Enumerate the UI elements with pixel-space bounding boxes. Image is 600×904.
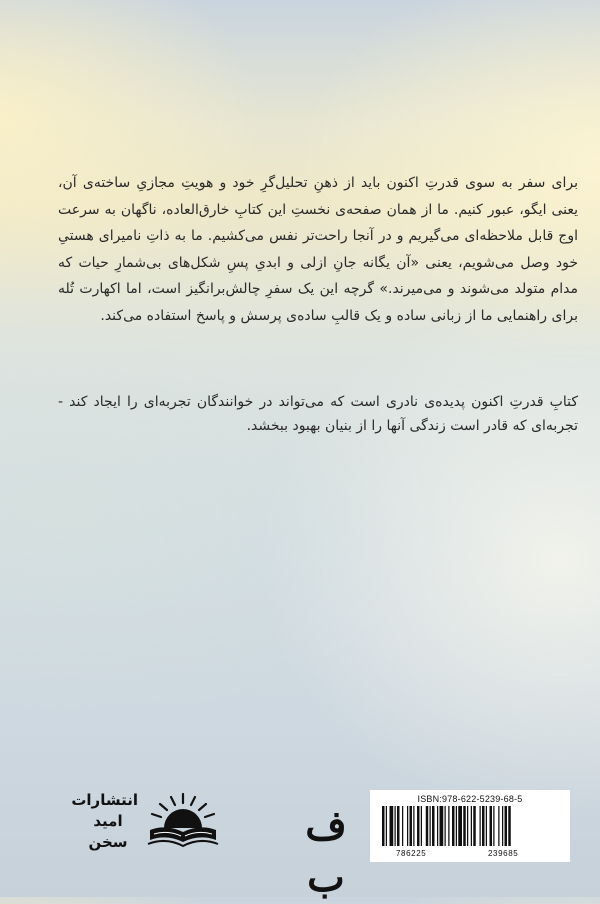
isbn-label: ISBN:978-622-5239-68-5 — [417, 794, 523, 804]
publisher-name-line-1: انتشارات — [71, 791, 138, 809]
publisher-name-line-3: سخن — [88, 833, 128, 851]
publisher-name — [71, 790, 138, 853]
blurb-paragraph-1: برای سفر به سوی قدرتِ اکنون باید از ذهنِ تحلیل‌گرِ خود و هویتِ مجازیِ ساخته‌ی آن، یعنی ایگو، عبور کنیم. ما از همان صفحه‌ی نخستِ این کتابِ خارق‌العاده، ناگهان به سرعت اوج قابل ملاحظه‌ای می‌گیریم و در آنجا راحت‌تر نفس می‌کشیم. ما به ذاتِ نامیرای هستیِ خود وصل می‌شویم، یعنی «آن یگانه جانِ ازلی و ابدیِ پسِ شکل‌های بی‌شمارِ حیات که مدام متولد می‌شوند و می‌میرند.» گرچه این یک سفرِ چالش‌برانگیز است، اما اکهارت تُله برای راهنمایی ما از زبانی ساده و یک قالبِ ساده‌ی پرسش و پاسخ استفاده می‌کند. — [58, 175, 578, 324]
barcode-digits-right: 239685 — [488, 849, 519, 858]
blurb-paragraph-2: کتابِ قدرتِ اکنون پدیده‌ی نادری است که می‌تواند در خوانندگان تجربه‌ای را ایجاد کند - تجربه‌ای که قادر است زندگی آنها را از بنیان بهبود ببخشد. — [58, 394, 578, 434]
calligraphic-mark-icon: ف ب — [305, 802, 347, 901]
barcode — [370, 790, 570, 862]
publisher-name-line-2: امید — [93, 812, 123, 830]
publisher-logo — [71, 790, 228, 854]
sun-rays-open-book-icon — [140, 790, 226, 854]
barcode-bars-icon — [382, 806, 558, 850]
barcode-digits-left: 786225 — [396, 849, 427, 858]
